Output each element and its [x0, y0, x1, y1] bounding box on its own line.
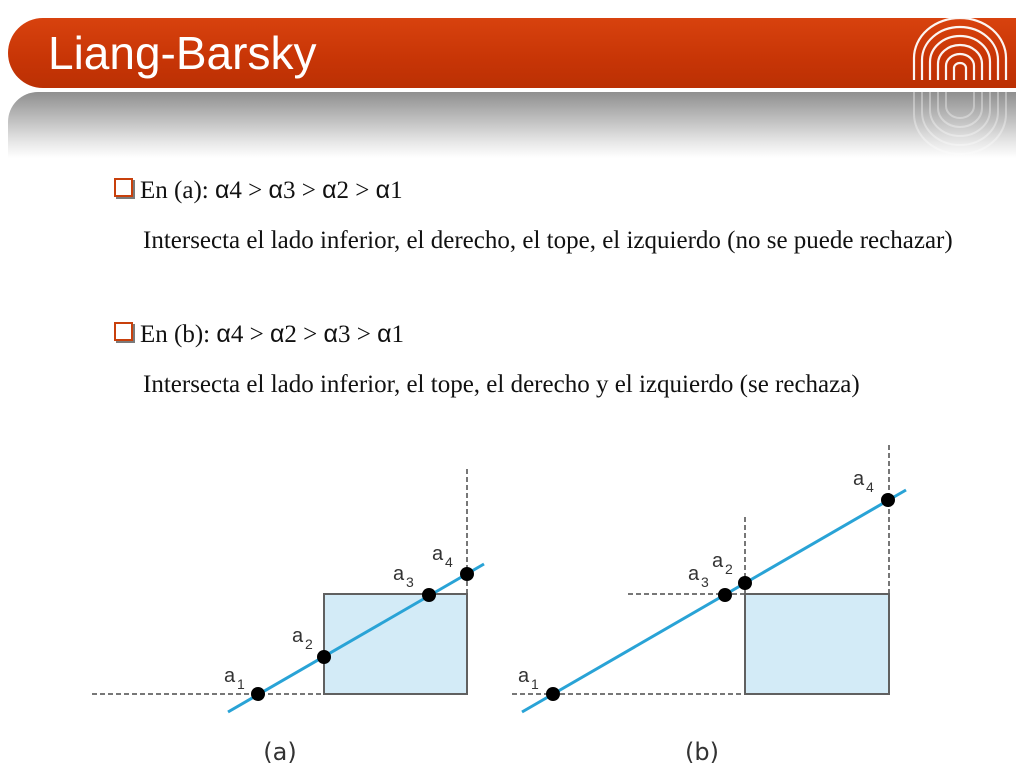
intersection-point-a3 [422, 588, 436, 602]
point-label: a [853, 468, 865, 490]
alpha-symbol: α [323, 320, 338, 348]
point-label-sub: 3 [406, 574, 414, 590]
comparison-operator: > [349, 177, 376, 204]
point-label-sub: 1 [531, 676, 539, 692]
alpha-index: 1 [391, 321, 405, 348]
point-label-sub: 2 [725, 561, 733, 577]
panel-a [92, 468, 484, 766]
point-label: a [224, 665, 236, 687]
comparison-operator: > [241, 177, 269, 204]
comparison-operator: > [296, 321, 324, 348]
point-label: a [393, 563, 405, 585]
alpha-index: 2 [284, 321, 297, 348]
alpha-index: 1 [390, 177, 403, 204]
alpha-symbol: α [322, 176, 337, 204]
alpha-symbol: α [214, 176, 230, 204]
bullet-b-description: Intersecta el lado inferior, el tope, el derecho y el izquierdo (se rechaza) [143, 371, 860, 398]
alpha-index: 4 [229, 177, 242, 204]
intersection-point-a2 [317, 650, 331, 664]
bullet-a-description: Intersecta el lado inferior, el derecho, el tope, el izquierdo (no se puede rechazar) [143, 227, 953, 254]
alpha-index: 3 [282, 177, 296, 204]
point-label-sub: 3 [701, 574, 709, 590]
alpha-symbol: α [377, 320, 392, 348]
point-label: a [292, 625, 304, 647]
intersection-point-a4 [881, 493, 895, 507]
bullet-b-prefix: En (b): [140, 321, 217, 348]
point-label: a [712, 550, 724, 572]
clip-window [745, 594, 889, 694]
alpha-symbol: α [216, 320, 231, 348]
point-label-sub: 1 [237, 676, 245, 692]
bullet-a-prefix: En (a): [140, 177, 215, 204]
point-label: a [688, 563, 700, 585]
intersection-point-a1 [251, 687, 265, 701]
intersection-point-a2 [738, 576, 752, 590]
point-label-sub: 4 [866, 479, 874, 495]
intersection-point-a4 [460, 567, 474, 581]
panel-a-caption: (a) [263, 738, 297, 766]
alpha-symbol: α [375, 176, 391, 204]
point-label: a [432, 543, 444, 565]
comparison-operator: > [350, 321, 378, 348]
point-label: a [518, 665, 530, 687]
alpha-symbol: α [268, 176, 283, 204]
alpha-index: 4 [230, 321, 244, 348]
panel-b [512, 444, 906, 766]
comparison-operator: > [295, 177, 323, 204]
slide-title: Liang-Barsky [48, 27, 317, 79]
alpha-index: 2 [336, 177, 350, 204]
point-label-sub: 2 [305, 636, 313, 652]
intersection-point-a1 [546, 687, 560, 701]
intersection-point-a3 [718, 588, 732, 602]
alpha-index: 3 [337, 321, 351, 348]
comparison-operator: > [243, 321, 270, 348]
point-label-sub: 4 [445, 554, 453, 570]
panel-b-caption: (b) [685, 738, 719, 766]
alpha-symbol: α [269, 320, 285, 348]
